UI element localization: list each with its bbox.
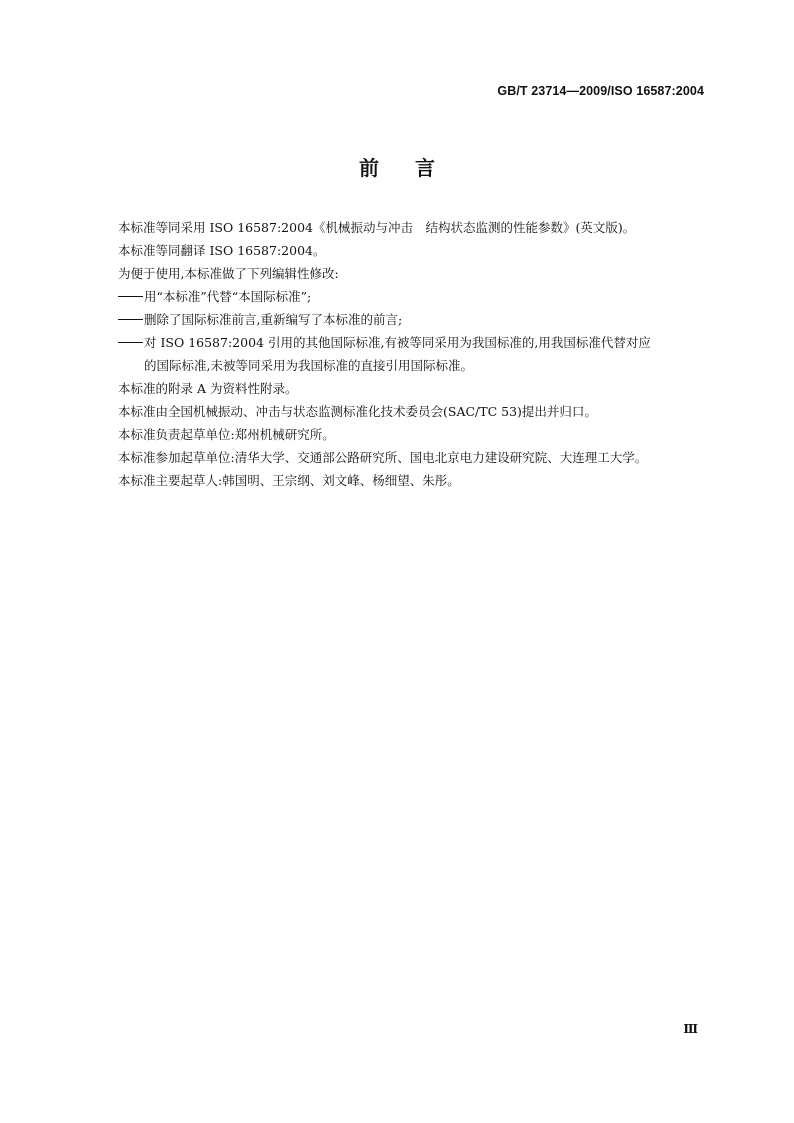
foreword-body (118, 216, 728, 492)
list-item-text: 删除了国际标准前言,重新编写了本标准的前言; (144, 312, 403, 327)
list-item-continuation: 的国际标准,未被等同采用为我国标准的直接引用国际标准。 (144, 358, 473, 373)
list-item-text: 用“本标准”代替“本国际标准”; (144, 289, 312, 304)
paragraph: 本标准由全国机械振动、冲击与状态监测标准化技术委员会(SAC/TC 53)提出并归口。 (118, 404, 597, 419)
dash-bullet (118, 296, 143, 297)
paragraph: 本标准主要起草人:韩国明、王宗纲、刘文峰、杨细望、朱彤。 (118, 473, 460, 488)
paragraph: 本标准负责起草单位:郑州机械研究所。 (118, 427, 335, 442)
list-item (118, 331, 728, 354)
dash-bullet (118, 319, 143, 320)
paragraph: 本标准等同采用 ISO 16587:2004《机械振动与冲击 结构状态监测的性能参数》(英文版)。 (118, 220, 636, 235)
paragraph: 本标准等同翻译 ISO 16587:2004。 (118, 243, 326, 258)
page-title: 前言 (359, 156, 471, 180)
list-item (118, 285, 728, 308)
paragraph: 本标准参加起草单位:清华大学、交通部公路研究所、国电北京电力建设研究院、大连理工大学。 (118, 450, 648, 465)
page-number: Ⅲ (683, 1022, 698, 1036)
list-item (118, 308, 728, 331)
dash-bullet (118, 342, 143, 343)
paragraph: 为便于使用,本标准做了下列编辑性修改: (118, 266, 339, 281)
paragraph: 本标准的附录 A 为资料性附录。 (118, 381, 298, 396)
list-item-text: 对 ISO 16587:2004 引用的其他国际标准,有被等同采用为我国标准的,用我国标准代替对应 (144, 335, 651, 350)
standard-code: GB/T 23714—2009/ISO 16587:2004 (497, 84, 704, 98)
